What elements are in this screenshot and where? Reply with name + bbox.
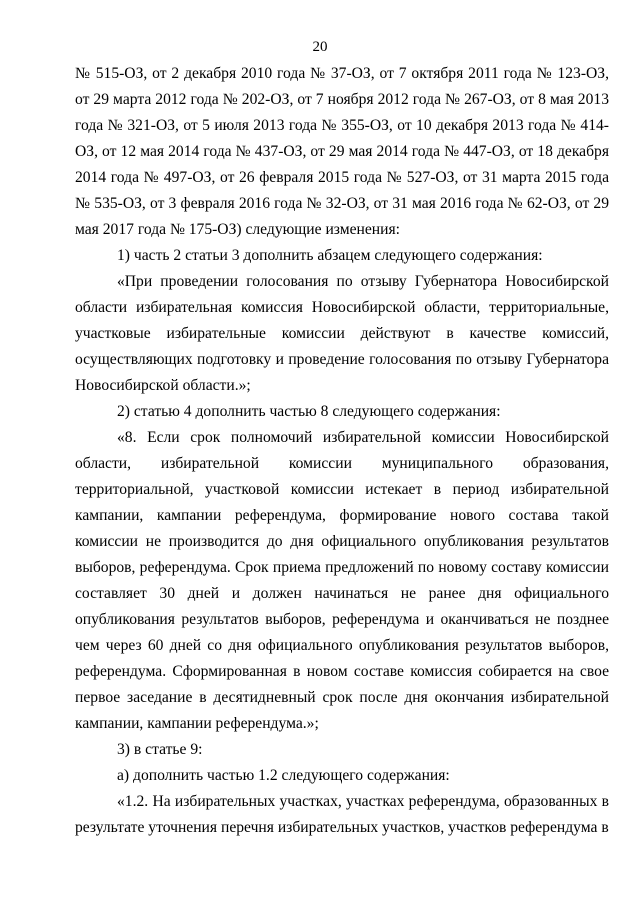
paragraph-item-3: 3) в статье 9: [117, 741, 203, 758]
paragraph-amendments-list: № 515-ОЗ, от 2 декабря 2010 года № 37-ОЗ, от 7 октября 2011 года № 123-ОЗ, от 29 марта 2012 года № 202-ОЗ, от 7 ноября 2012 года № 267-ОЗ, от 8 мая 2013 года № 321-ОЗ, от 5 июля 2013 года № 355-ОЗ, от 10 декабря 2013 года № 414-ОЗ, от 12 мая 2014 года № 437-ОЗ, от 29 мая 2014 года № 447-ОЗ, от 18 декабря 2014 года № 497-ОЗ, от 26 февраля 2015 года № 527-ОЗ, от 31 марта 2015 года № 535-ОЗ, от 3 февраля 2016 года № 32-ОЗ, от 31 мая 2016 года № 62-ОЗ, от 29 мая 2017 года № 175-ОЗ) следующие изменения: [75, 65, 609, 238]
paragraph-quote-part-1-2: «1.2. На избирательных участках, участках референдума, образованных в результате уточнения перечня избирательных участков, участков референдума в [75, 793, 609, 836]
paragraph-item-1: 1) часть 2 статьи 3 дополнить абзацем следующего содержания: [117, 247, 543, 264]
document-body [75, 61, 609, 841]
paragraph-quote-article-4-part-8: «8. Если срок полномочий избирательной комиссии Новосибирской области, избирательной комиссии муниципального образования, территориальной, участковой комиссии истекает в период избирательной кампании, кампании референдума, формирование нового состава такой комиссии не производится до дня официального опубликования результатов выборов, референдума. Срок приема предложений по новому составу комиссии составляет 30 дней и должен начинаться не ранее дня официального опубликования результатов выборов, референдума и оканчиваться не позднее чем через 60 дней со дня официального опубликования результатов выборов, референдума. Сформированная в новом составе комиссия собирается на свое первое заседание в десятидневный срок после дня окончания избирательной кампании, кампании референдума.»; [75, 429, 609, 732]
paragraph-item-2: 2) статью 4 дополнить частью 8 следующего содержания: [117, 403, 501, 420]
paragraph-subitem-a: а) дополнить частью 1.2 следующего содержания: [117, 767, 450, 784]
page-number: 20 [312, 39, 328, 55]
paragraph-quote-article-3: «При проведении голосования по отзыву Губернатора Новосибирской области избирательная комиссия Новосибирской области, территориальные, участковые избирательные комиссии действуют в качестве комиссий, осуществляющих подготовку и проведение голосования по отзыву Губернатора Новосибирской области.»; [75, 273, 609, 394]
